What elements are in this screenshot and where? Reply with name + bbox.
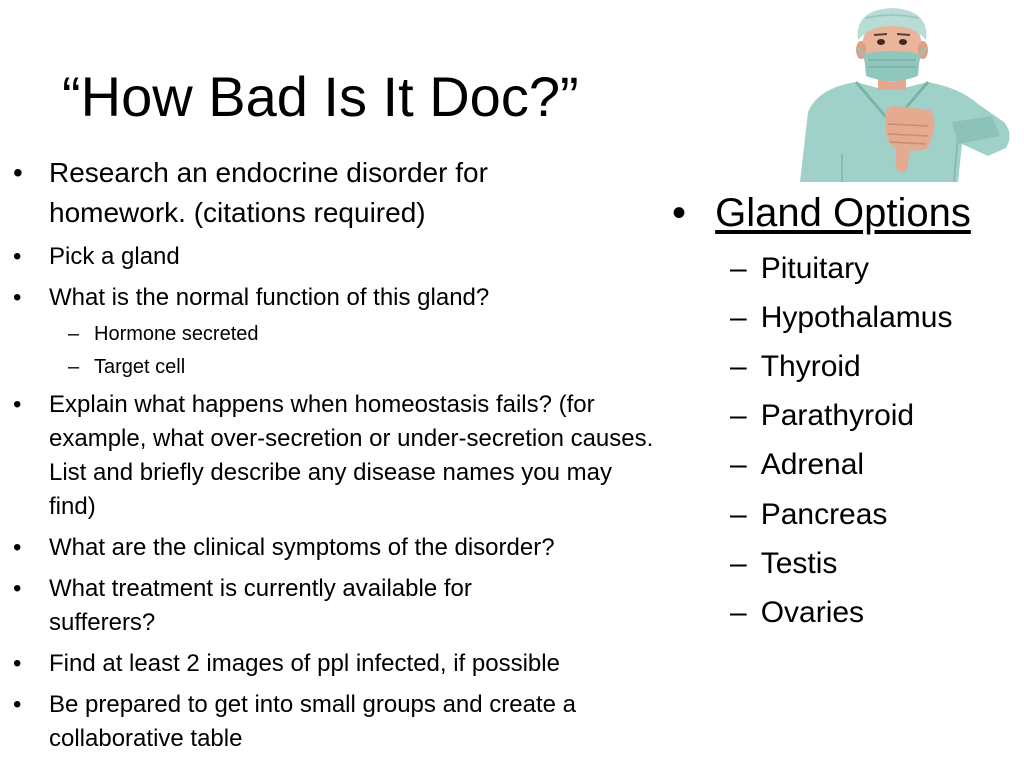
list-item: • What is the normal function of this gland? xyxy=(0,281,489,315)
gland-option-item: – Thyroid xyxy=(730,350,861,383)
sub-list-item: – Target cell xyxy=(0,350,185,384)
gland-option-item: – Testis xyxy=(730,547,838,580)
list-item: • Research an endocrine disorder for homework. (citations required) xyxy=(0,153,650,233)
gland-option-item: – Hypothalamus xyxy=(730,301,953,334)
bullet-icon: • xyxy=(13,650,22,677)
gland-option-item: – Ovaries xyxy=(730,596,865,629)
dash-icon: – xyxy=(730,547,747,580)
bullet-icon: • xyxy=(13,157,23,188)
gland-options-heading: • Gland Options xyxy=(672,191,971,235)
list-item: • What treatment is currently available for sufferers? xyxy=(0,572,569,640)
gland-options-panel xyxy=(660,0,1024,768)
dash-icon: – xyxy=(730,448,747,481)
bullet-icon: • xyxy=(13,391,22,418)
slide-title: “How Bad Is It Doc?” xyxy=(62,65,579,128)
dash-icon: – xyxy=(730,399,747,432)
list-item: • Find at least 2 images of ppl infected, if possible xyxy=(0,647,560,681)
list-item: • Explain what happens when homeostasis fails? (for example, what over-secretion or under-secretion causes. List and briefly describe any disease names you may find) xyxy=(0,388,654,524)
dash-icon: – xyxy=(730,498,747,531)
gland-option-item: – Pancreas xyxy=(730,498,888,531)
list-item: • What are the clinical symptoms of the disorder? xyxy=(0,531,555,565)
bullet-icon: • xyxy=(13,534,22,561)
list-item: • Be prepared to get into small groups and create a collaborative table xyxy=(0,688,679,756)
bullet-icon: • xyxy=(13,691,22,718)
bullet-icon: • xyxy=(13,243,22,270)
gland-option-item: – Adrenal xyxy=(730,448,865,481)
bullet-icon: • xyxy=(672,191,687,235)
bullet-icon: • xyxy=(13,284,22,311)
dash-icon: – xyxy=(68,356,80,378)
dash-icon: – xyxy=(730,252,747,285)
sub-list-item: – Hormone secreted xyxy=(0,317,259,351)
dash-icon: – xyxy=(730,350,747,383)
bullet-icon: • xyxy=(13,575,22,602)
gland-option-item: – Pituitary xyxy=(730,252,870,285)
dash-icon: – xyxy=(730,301,747,334)
list-item: • Pick a gland xyxy=(0,240,180,274)
dash-icon: – xyxy=(68,323,80,345)
gland-option-item: – Parathyroid xyxy=(730,399,915,432)
dash-icon: – xyxy=(730,596,747,629)
